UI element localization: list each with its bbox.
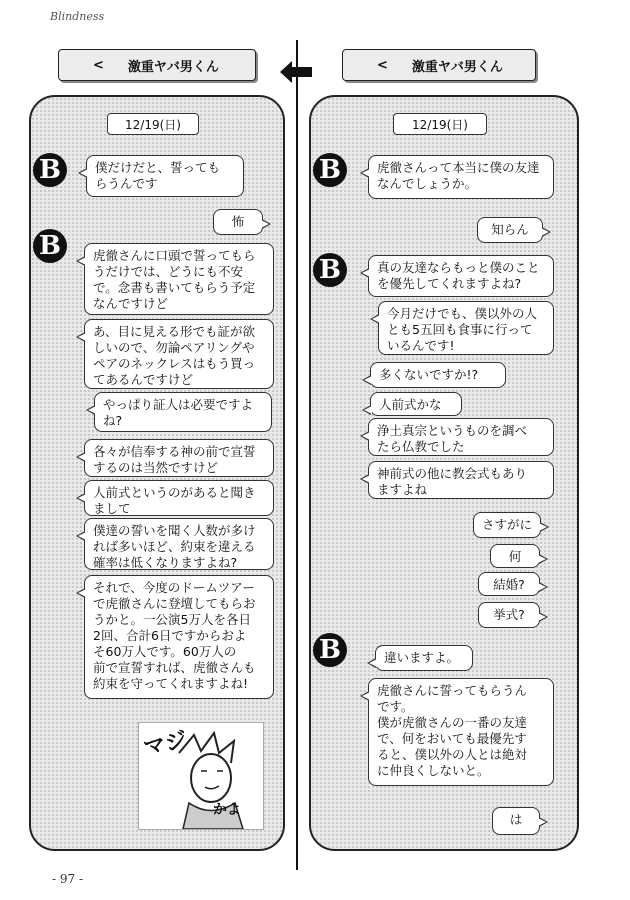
left-msg-7: 人前式というのがあると聞き まして	[84, 480, 274, 516]
left-msg-4: あ、目に見える形でも証が欲 しいので、勿論ペアリングや ペアのネックレスはもう買っ てあるんですけど	[84, 319, 274, 389]
right-msg-8: 神前式の他に教会式もあり ますよね	[368, 461, 554, 499]
left-avatar-2: B	[33, 229, 67, 263]
right-msg-1: 虎徹さんって本当に僕の友達 なんでしょうか。	[368, 155, 554, 199]
right-back-button[interactable]: <	[377, 57, 388, 73]
left-chat-title: 激重ヤバ男くん	[127, 59, 219, 75]
left-msg-5: やっぱり証人は必要ですよ ね?	[94, 392, 272, 432]
left-avatar-1: B	[33, 153, 67, 187]
left-date-label: 12/19(日)	[107, 113, 199, 135]
left-back-button[interactable]: <	[93, 57, 104, 73]
sticker-text-kayo: かよ	[213, 802, 241, 818]
panel-divider	[296, 40, 298, 870]
right-avatar-1: B	[313, 153, 347, 187]
right-msg-12: 挙式?	[478, 602, 540, 628]
right-msg-13: 違いますよ。	[375, 645, 473, 671]
left-msg-3: 虎徹さんに口頭で誓ってもら うだけでは、どうにも不安 で。念書も書いてもらう予定 なんですけど	[84, 243, 274, 315]
left-msg-1: 僕だけだと、誓っても らうんです	[86, 155, 244, 197]
right-avatar-3: B	[313, 633, 347, 667]
right-msg-5: 多くないですか!?	[370, 362, 506, 388]
right-msg-11: 結婚?	[478, 572, 540, 596]
right-msg-2: 知らん	[477, 217, 543, 243]
left-msg-9: それで、今度のドームツアー で虎徹さんに登壇してもらお うかと。一公演5万人を各日 2回、合計6日ですからおよ そ60万人です。60万人の 前で宣誓すれば、虎徹さんも 約束を守ってくれますよね!	[84, 575, 274, 699]
sticker-text-maji: マジ	[141, 727, 190, 762]
right-date-label: 12/19(日)	[393, 113, 487, 135]
right-msg-9: さすがに	[473, 512, 541, 538]
reaction-sticker	[138, 722, 264, 830]
right-msg-3: 真の友達ならもっと僕のこと を優先してくれますよね?	[368, 255, 554, 297]
page-header: Blindness	[50, 10, 105, 23]
right-chat-title: 激重ヤバ男くん	[411, 59, 503, 75]
left-arrow-icon	[280, 61, 312, 83]
left-msg-6: 各々が信奉する神の前で宣誓 するのは当然ですけど	[84, 439, 274, 477]
page-number: - 97 -	[52, 872, 84, 886]
left-msg-2: 怖	[213, 209, 263, 235]
right-msg-14: 虎徹さんに誓ってもらうん です。 僕が虎徹さんの一番の友達 で、何をおいても最優先す ると、僕以外の人とは絶対 に仲良くしないと。	[368, 678, 554, 786]
left-chat-header	[58, 49, 256, 81]
right-msg-7: 浄土真宗というものを調べ たら仏教でした	[368, 418, 554, 456]
right-avatar-2: B	[313, 253, 347, 287]
right-msg-4: 今月だけでも、僕以外の人 とも5五回も食事に行って いるんです!	[378, 301, 554, 355]
right-msg-10: 何	[490, 544, 540, 568]
right-msg-6: 人前式かな	[370, 392, 462, 416]
right-chat-header	[342, 49, 536, 81]
left-msg-8: 僕達の誓いを聞く人数が多け れば多いほど、約束を違える 確率は低くなりますよね?	[84, 518, 274, 570]
right-msg-15: は	[492, 807, 540, 835]
